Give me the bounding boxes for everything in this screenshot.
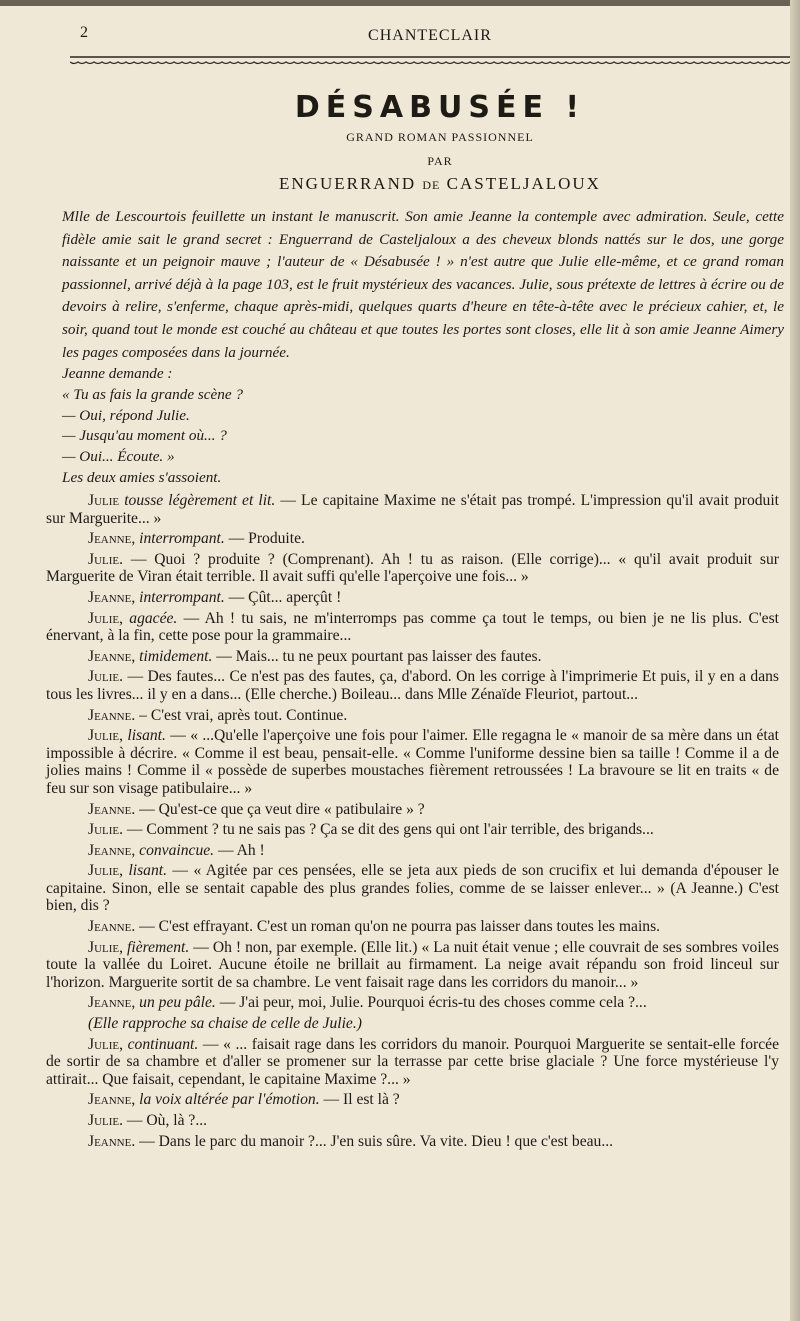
stage-direction: un peu pâle. (139, 994, 216, 1012)
intro-text: Mlle de Lescourtois feuillette un instant le manuscrit. Son amie Jeanne la contemple avec admiration. Seule, cette fidèle amie sait le grand secret : Enguerrand de Casteljaloux a des cheveux blonds nattés sur le dos, une gorge naissante et un peignoir mauve ; l'auteur de « Désabusée ! » n'est autre que Julie elle-même, et ce grand roman passionnel, arrivé déjà à la page 103, est le fruit mystérieux des vacances. Julie, sous prétexte de lettres à écrire ou de devoirs à relire, s'enferme, chaque après-midi, quelques quarts d'heure en tête-à-tête avec le précieux cahier, et, le soir, quand tout le monde est couché au château et que toutes les portes sont closes, elle lit à son amie Jeanne Aimery les pages composées dans la journée. (62, 208, 784, 361)
dialogue-line (46, 862, 779, 915)
stage-direction: interrompant. (139, 588, 225, 606)
dialogue-text: — Produite. (224, 530, 305, 548)
dialogue-text: — Il est là ? (319, 1091, 400, 1109)
dialogue-line (46, 610, 779, 645)
intro-dialogue (62, 364, 462, 489)
dialogue-line (46, 801, 779, 819)
author-de: DE (422, 178, 441, 192)
speaker-name: Julie. (88, 668, 124, 686)
speaker-name: Jeanne, (88, 994, 136, 1012)
dialogue-text: — Le capitaine Maxime ne s'était pas trompé. L'impression qu'il avait produit sur Marguerite... » (46, 492, 780, 527)
author-first: ENGUERRAND (279, 174, 417, 193)
dialogue-line (46, 821, 779, 839)
running-title: CHANTECLAIR (368, 27, 492, 44)
stage-direction: lisant. (127, 727, 166, 745)
dialogue-line (46, 551, 779, 586)
wavy-rule (70, 53, 792, 65)
speaker-name: Jeanne, (88, 841, 136, 859)
speaker-name: Jeanne, (88, 530, 136, 548)
speaker-name: Julie (88, 492, 120, 509)
intro-line: Jeanne demande : (62, 365, 173, 382)
article-title: DÉSABUSÉE ! (294, 90, 586, 125)
stage-direction: la voix altérée par l'émotion. (139, 1091, 320, 1109)
speaker-name: Julie, (88, 609, 124, 627)
byline-par: PAR (427, 154, 453, 168)
dialogue-text: — Oh ! non, par exemple. (Elle lit.) « La nuit était venue ; elle couvrait de ses sombres voiles toute la vallée du Loiret. Aucune étoile ne brillait au firmament. La neige avait répandu son froid linceul sur l'horizon. Marguerite sortit de sa chambre. Le vent faisait rage dans les corridors du manoir... » (46, 938, 779, 991)
dialogue-text: — « ...Qu'elle l'aperçoive une fois pour l'aimer. Elle regagna le « manoir de sa mère dans un état impossible à décrire. « Comme il est beau, pensait-elle. « Comme l'uniforme dessine bien sa taille ! Comme il a de jolies mains ! Comme il « possède de superbes moustaches fièrement retroussées ! La bravoure se lit en traits « de feu sur son visage patibulaire... » (46, 727, 779, 797)
dialogue-line (46, 994, 779, 1012)
speaker-name: Jeanne, (88, 1091, 136, 1109)
speaker-name: Jeanne, (88, 647, 136, 665)
dialogue-text: — Qu'est-ce que ça veut dire « patibulaire » ? (139, 800, 425, 818)
stage-direction: interrompant. (139, 530, 225, 548)
speaker-name: Jeanne. (88, 918, 136, 936)
dialogue-line (46, 939, 779, 992)
dialogue-line (46, 1036, 779, 1089)
dialogue-text: — Ah ! (214, 841, 265, 859)
speaker-name: Jeanne. (88, 706, 136, 724)
intro-line: Les deux amies s'assoient. (62, 468, 222, 486)
dialogue-line (46, 668, 779, 703)
dialogue-text: — Comment ? tu ne sais pas ? Ça se dit des gens qui ont l'air terrible, des brigands... (126, 821, 654, 839)
intro-line: — Jusqu'au moment où... ? (62, 427, 227, 445)
speaker-name: Julie, (88, 862, 124, 880)
top-border (0, 0, 800, 6)
speaker-name: Julie, (88, 1035, 124, 1053)
stage-direction: continuant. (127, 1035, 199, 1053)
dialogue-line (46, 492, 779, 527)
dialogue-text: — Des fautes... Ce n'est pas des fautes, ça, d'abord. On les corrige à l'imprimerie Et puis, il y en a dans tous les livres... il y en a dans... (Elle cherche.) Boileau... dans Mlle Zénaïde Fleuriot, partout... (46, 668, 779, 703)
speaker-name: Jeanne, (88, 588, 136, 606)
dialogue-line (46, 1112, 779, 1130)
stage-direction: convaincue. (139, 841, 215, 859)
intro-line: « Tu as fais la grande scène ? (62, 385, 243, 403)
dialogue-text: — Quoi ? produite ? (Comprenant). Ah ! tu as raison. (Elle corrige)... « qu'il avait produit sur Marguerite de Viran était terrible. Il avait suffi qu'elle l'aperçoive une fois... » (46, 550, 779, 586)
dialogue-line (46, 1091, 779, 1109)
dialogue-text: — Mais... tu ne peux pourtant pas laisser des fautes. (212, 647, 542, 665)
stage-direction: tousse légèrement et lit. (124, 492, 276, 509)
dialogue-line (46, 589, 779, 607)
intro-line: — Oui... Écoute. » (62, 448, 175, 466)
dialogue-text: — C'est effrayant. C'est un roman qu'on ne pourra pas laisser dans toutes les mains. (139, 918, 661, 936)
dialogue-text: — Dans le parc du manoir ?... J'en suis sûre. Va vite. Dieu ! que c'est beau... (139, 1132, 614, 1150)
page-edge (790, 0, 800, 1321)
speaker-name: Julie, (88, 938, 124, 956)
dialogue-line (46, 842, 779, 860)
intro-line: — Oui, répond Julie. (62, 406, 190, 424)
dialogue-line (46, 918, 779, 936)
page-number: 2 (80, 24, 88, 41)
dialogue-line (46, 707, 779, 725)
dialogue-line (46, 727, 779, 797)
dialogue-text: — « ... faisait rage dans les corridors du manoir. Pourquoi Marguerite se sentait-elle forcée de sortir de sa chambre et d'aller se promener sur la terrasse par cette brise glaciale ? Une force mystérieuse l'y attirait... Que faisait, cependant, le capitaine Maxime ?... » (46, 1035, 779, 1088)
stage-direction: (Elle rapproche sa chaise de celle de Julie.) (88, 1015, 362, 1033)
dialogue-line (46, 530, 779, 548)
speaker-name: Julie, (88, 727, 124, 745)
speaker-name: Julie. (88, 1112, 124, 1129)
dialogue-text: — J'ai peur, moi, Julie. Pourquoi écris-tu des choses comme cela ?... (215, 994, 647, 1012)
speaker-name: Jeanne. (88, 800, 136, 818)
author-name (0, 174, 800, 194)
speaker-name: Julie. (88, 550, 124, 568)
stage-direction: agacée. (129, 609, 178, 627)
author-last: CASTELJALOUX (446, 174, 601, 193)
dialogue-text: – C'est vrai, après tout. Continue. (139, 706, 348, 724)
stage-direction: fièrement. (127, 938, 190, 956)
stage-direction: lisant. (128, 862, 167, 880)
stage-direction: timidement. (139, 647, 213, 665)
dialogue-line (46, 1133, 779, 1151)
dialogue-text: — Ah ! tu sais, ne m'interromps pas comme ça tout le temps, ou bien je ne lis plus. C'est énervant, à la fin, cette pose pour la grammaire... (46, 609, 779, 645)
dialogue-line (46, 1015, 779, 1033)
speaker-name: Julie. (88, 821, 124, 839)
dialogue-text: — « Agitée par ces pensées, elle se jeta aux pieds de son crucifix et lui demanda d'épouser le capitaine. Sinon, elle se sentait capable des plus grandes folies, comme de se laisser enlever... » (A Jeanne.) C'est bien, dis ? (46, 862, 779, 915)
play-text (46, 492, 779, 1153)
dialogue-text: — Où, là ?... (126, 1112, 208, 1129)
intro-paragraph (62, 206, 784, 364)
dialogue-text: — Çût... aperçût ! (224, 588, 342, 606)
speaker-name: Jeanne. (88, 1132, 136, 1150)
article-subtitle: GRAND ROMAN PASSIONNEL (346, 130, 534, 144)
dialogue-line (46, 648, 779, 666)
